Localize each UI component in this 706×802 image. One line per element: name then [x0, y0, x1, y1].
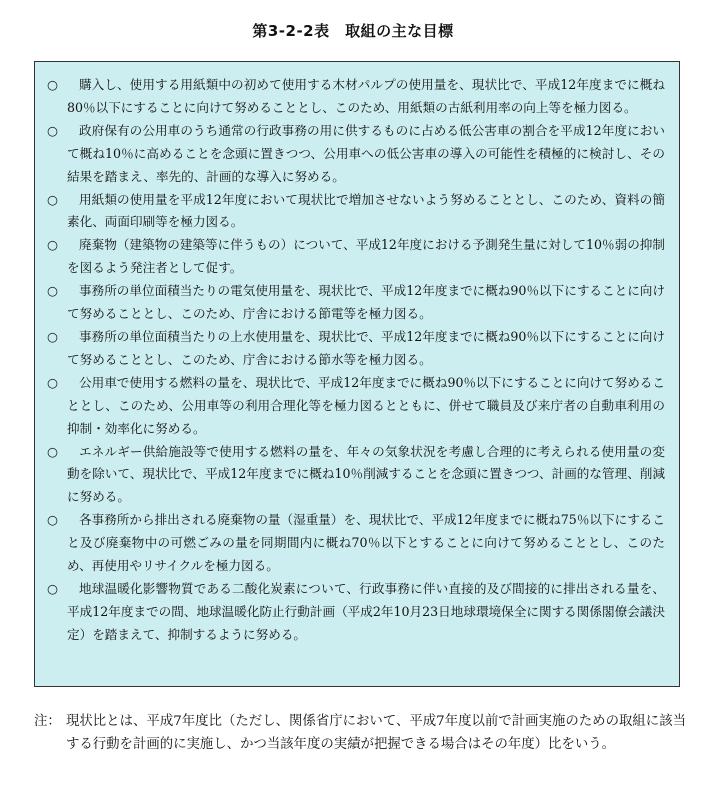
circle-bullet-icon: ○: [47, 580, 58, 596]
goal-item-10: [47, 578, 665, 647]
circle-bullet-icon: ○: [47, 122, 58, 138]
circle-bullet-icon: ○: [47, 328, 58, 344]
goal-text: 事務所の単位面積当たりの上水使用量を、現状比で、平成12年度までに概ね90％以下にすることに向けて努めることとし、このため、庁舎における節水等を極力図る。: [67, 328, 665, 367]
goal-text: 公用車で使用する燃料の量を、現状比で、平成12年度までに概ね90％以下にすることに向けて努めることとし、このため、公用車等の利用合理化等を極力図るとともに、併せて職員及び来庁者の自動車利用の抑制・効率化に努める。: [67, 374, 665, 436]
goal-item-2: [47, 120, 665, 189]
goals-box: [34, 61, 680, 687]
goal-item-7: [47, 372, 665, 441]
footnote-text: 現状比とは、平成7年度比（ただし、関係省庁において、平成7年度以前で計画実施のための取組に該当する行動を計画的に実施し、かつ当該年度の実績が把握できる場合はその年度）比をいう。: [66, 714, 686, 752]
goal-text: 地球温暖化影響物質である二酸化炭素について、行政事務に伴い直接的及び間接的に排出される量を、平成12年度までの間、地球温暖化防止行動計画（平成2年10月23日地球環境保全に関する関係閣僚会議決定）を踏まえて、抑制するように努める。: [67, 580, 665, 642]
goal-text: 購入し、使用する用紙類中の初めて使用する木材パルプの使用量を、現状比で、平成12年度までに概ね80％以下にすることに向けて努めることとし、このため、用紙類の古紙利用率の向上等を極力図る。: [67, 77, 665, 115]
goal-item-1: [47, 74, 665, 120]
goal-text: エネルギー供給施設等で使用する燃料の量を、年々の気象状況を考慮し合理的に考えられる使用量の変動を除いて、現状比で、平成12年度までに概ね10％削減することを念頭に置きつつ、計画的な管理、削減に努める。: [67, 443, 665, 505]
goal-item-9: [47, 509, 665, 578]
footnote: [34, 710, 686, 756]
circle-bullet-icon: ○: [47, 283, 58, 299]
circle-bullet-icon: ○: [47, 191, 58, 207]
circle-bullet-icon: ○: [47, 77, 58, 92]
goal-text: 廃棄物（建築物の建築等に伴うもの）について、平成12年度における予測発生量に対して10％弱の抑制を図るよう発注者として促す。: [67, 237, 665, 276]
goal-item-4: [47, 234, 665, 280]
circle-bullet-icon: ○: [47, 237, 58, 253]
footnote-label: 注：: [34, 714, 61, 729]
goal-text: 各事務所から排出される廃棄物の量（湿重量）を、現状比で、平成12年度までに概ね75％以下にすること及び廃棄物中の可燃ごみの量を同期間内に概ね70％以下とすることに向けて努めることとし、このため、再使用やリサイクルを極力図る。: [67, 512, 665, 574]
goal-text: 政府保有の公用車のうち通常の行政事務の用に供するものに占める低公害車の割合を平成12年度において概ね10％に高めることを念頭に置きつつ、公用車への低公害車の導入の可能性を積極的に検討し、その結果を踏まえ、率先的、計画的な導入に努める。: [67, 122, 665, 184]
circle-bullet-icon: ○: [47, 374, 58, 390]
goal-item-6: [47, 326, 665, 372]
goal-item-3: [47, 189, 665, 235]
circle-bullet-icon: ○: [47, 512, 58, 528]
goal-item-8: [47, 441, 665, 510]
circle-bullet-icon: ○: [47, 443, 58, 459]
table-title: 第3-2-2表 取組の主な目標: [252, 22, 454, 40]
goal-item-5: [47, 280, 665, 326]
goal-text: 用紙類の使用量を平成12年度において現状比で増加させないよう努めることとし、このため、資料の簡素化、両面印刷等を極力図る。: [67, 191, 665, 230]
goal-text: 事務所の単位面積当たりの電気使用量を、現状比で、平成12年度までに概ね90％以下にすることに向けて努めることとし、このため、庁舎における節電等を極力図る。: [67, 283, 665, 322]
